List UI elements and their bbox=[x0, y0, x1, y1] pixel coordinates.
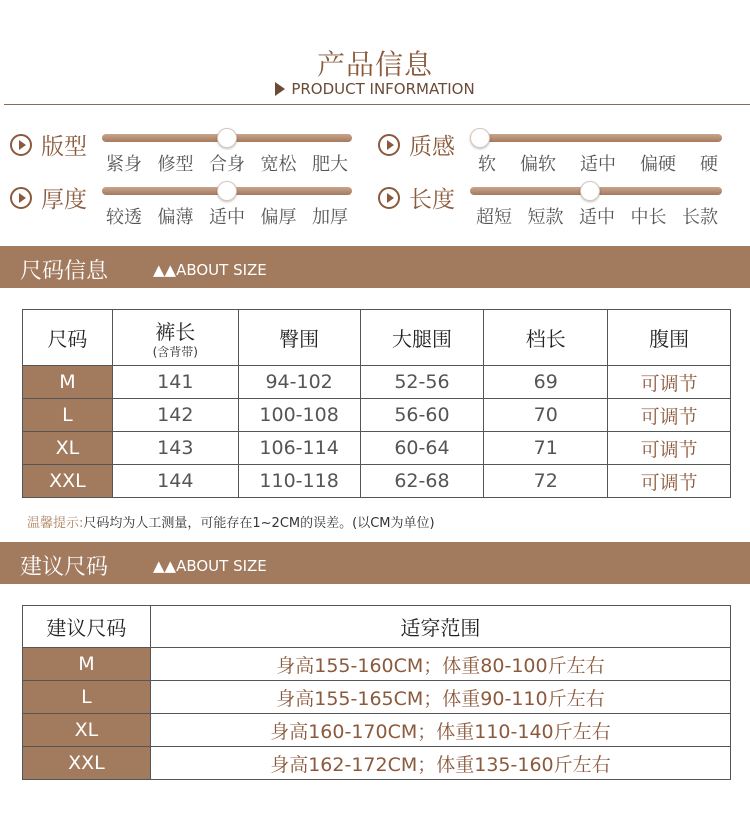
table-cell: 110-118 bbox=[238, 465, 360, 498]
play-circle-icon bbox=[378, 134, 400, 156]
play-circle-icon bbox=[378, 187, 400, 209]
table-cell: 94-102 bbox=[238, 366, 360, 399]
table-cell: 143 bbox=[112, 432, 238, 465]
table-row bbox=[23, 747, 731, 780]
attribute-track bbox=[102, 134, 352, 142]
attribute-label-text: 质感 bbox=[409, 134, 455, 160]
table-cell: 62-68 bbox=[360, 465, 484, 498]
table-cell: XL bbox=[23, 432, 113, 465]
table-cell: 身高160-170CM；体重110-140斤左右 bbox=[150, 714, 730, 747]
table-header-row bbox=[23, 606, 731, 648]
table-cell: 可调节 bbox=[608, 366, 731, 399]
attribute-option: 紧身 bbox=[106, 154, 142, 175]
slider-knob bbox=[217, 128, 237, 148]
play-circle-icon bbox=[10, 134, 32, 156]
table-header-text: 裤长 bbox=[155, 319, 196, 344]
size-section-bar bbox=[0, 246, 750, 288]
table-cell: 70 bbox=[484, 399, 608, 432]
attribute-options bbox=[478, 150, 718, 176]
attribute-track bbox=[470, 187, 722, 195]
rec-section-bar bbox=[0, 542, 750, 584]
table-header-cell: 腹围 bbox=[608, 310, 731, 366]
attribute-track bbox=[102, 187, 352, 195]
table-cell: 60-64 bbox=[360, 432, 484, 465]
slider-knob bbox=[470, 128, 490, 148]
measurement-tip bbox=[27, 512, 435, 531]
attribute-option: 硬 bbox=[700, 154, 718, 175]
header-divider bbox=[4, 104, 750, 105]
table-cell: 56-60 bbox=[360, 399, 484, 432]
table-cell: 144 bbox=[112, 465, 238, 498]
attribute-option: 偏薄 bbox=[157, 207, 194, 228]
attribute-options bbox=[476, 203, 718, 229]
table-cell: 身高162-172CM；体重135-160斤左右 bbox=[150, 747, 730, 780]
play-arrow-icon bbox=[275, 82, 285, 96]
attribute-option: 肥大 bbox=[312, 154, 348, 175]
page-subtitle-text: PRODUCT INFORMATION bbox=[291, 80, 475, 98]
slider-knob bbox=[217, 181, 237, 201]
attribute-option: 较透 bbox=[106, 207, 142, 228]
table-header-cell: 尺码 bbox=[23, 310, 113, 366]
table-cell: 可调节 bbox=[608, 465, 731, 498]
play-circle-icon bbox=[10, 187, 32, 209]
slider-knob bbox=[580, 181, 600, 201]
table-cell: 71 bbox=[484, 432, 608, 465]
attribute-option: 偏软 bbox=[520, 154, 556, 175]
attribute-options bbox=[106, 203, 348, 229]
table-header-cell bbox=[112, 310, 238, 366]
table-cell: L bbox=[23, 399, 113, 432]
attribute-option: 适中 bbox=[580, 154, 616, 175]
attribute-option: 宽松 bbox=[260, 154, 297, 175]
page-title: 产品信息 bbox=[316, 48, 433, 81]
rec-section-title: 建议尺码 bbox=[20, 555, 109, 580]
table-cell: 可调节 bbox=[608, 399, 731, 432]
size-section-subtitle: ▲▲ABOUT SIZE bbox=[153, 261, 267, 279]
page-subtitle bbox=[0, 80, 750, 98]
attribute-label-text: 版型 bbox=[41, 134, 87, 160]
table-header-cell: 臀围 bbox=[238, 310, 360, 366]
table-row bbox=[23, 681, 731, 714]
table-header-note: (含背带) bbox=[152, 344, 198, 359]
tip-text: 尺码均为人工测量，可能存在1~2CM的误差。(以CM为单位) bbox=[83, 516, 435, 531]
table-cell: 106-114 bbox=[238, 432, 360, 465]
table-header-cell: 适穿范围 bbox=[150, 606, 730, 648]
tip-label: 温馨提示: bbox=[27, 516, 84, 531]
attribute-option: 软 bbox=[478, 154, 496, 175]
rec-section-subtitle: ▲▲ABOUT SIZE bbox=[153, 557, 267, 575]
table-cell: M bbox=[23, 366, 113, 399]
table-cell: L bbox=[23, 681, 151, 714]
table-cell: XL bbox=[23, 714, 151, 747]
table-cell: 69 bbox=[484, 366, 608, 399]
attribute-option: 偏厚 bbox=[260, 207, 297, 228]
table-row bbox=[23, 432, 731, 465]
recommended-size-table bbox=[22, 605, 731, 780]
attribute-option: 合身 bbox=[209, 154, 245, 175]
attribute-option: 超短 bbox=[476, 207, 512, 228]
attribute-label-text: 长度 bbox=[409, 187, 455, 213]
table-cell: 可调节 bbox=[608, 432, 731, 465]
table-header-row bbox=[23, 310, 731, 366]
attribute-track bbox=[470, 134, 722, 142]
attribute-label bbox=[378, 181, 455, 214]
table-header-cell: 建议尺码 bbox=[23, 606, 151, 648]
size-table bbox=[22, 309, 731, 498]
attribute-option: 加厚 bbox=[312, 207, 348, 228]
table-header-cell: 大腿围 bbox=[360, 310, 484, 366]
table-row bbox=[23, 366, 731, 399]
attribute-option: 中长 bbox=[630, 207, 667, 228]
attribute-label-text: 厚度 bbox=[41, 187, 87, 213]
table-cell: 身高155-165CM；体重90-110斤左右 bbox=[150, 681, 730, 714]
table-cell: M bbox=[23, 648, 151, 681]
attribute-option: 修型 bbox=[157, 154, 194, 175]
attribute-option: 短款 bbox=[527, 207, 564, 228]
attribute-label bbox=[378, 128, 455, 161]
attribute-label bbox=[10, 128, 87, 161]
table-cell: 身高155-160CM；体重80-100斤左右 bbox=[150, 648, 730, 681]
attribute-option: 适中 bbox=[579, 207, 615, 228]
table-cell: 142 bbox=[112, 399, 238, 432]
table-cell: XXL bbox=[23, 747, 151, 780]
table-cell: 100-108 bbox=[238, 399, 360, 432]
attribute-options bbox=[106, 150, 348, 176]
attribute-option: 适中 bbox=[209, 207, 245, 228]
table-row bbox=[23, 399, 731, 432]
table-cell: 52-56 bbox=[360, 366, 484, 399]
attribute-option: 偏硬 bbox=[640, 154, 676, 175]
attribute-label bbox=[10, 181, 87, 214]
size-section-title: 尺码信息 bbox=[20, 259, 109, 284]
table-cell: XXL bbox=[23, 465, 113, 498]
table-row bbox=[23, 648, 731, 681]
table-header-cell: 档长 bbox=[484, 310, 608, 366]
attribute-option: 长款 bbox=[682, 207, 718, 228]
table-cell: 141 bbox=[112, 366, 238, 399]
table-row bbox=[23, 465, 731, 498]
table-cell: 72 bbox=[484, 465, 608, 498]
table-row bbox=[23, 714, 731, 747]
